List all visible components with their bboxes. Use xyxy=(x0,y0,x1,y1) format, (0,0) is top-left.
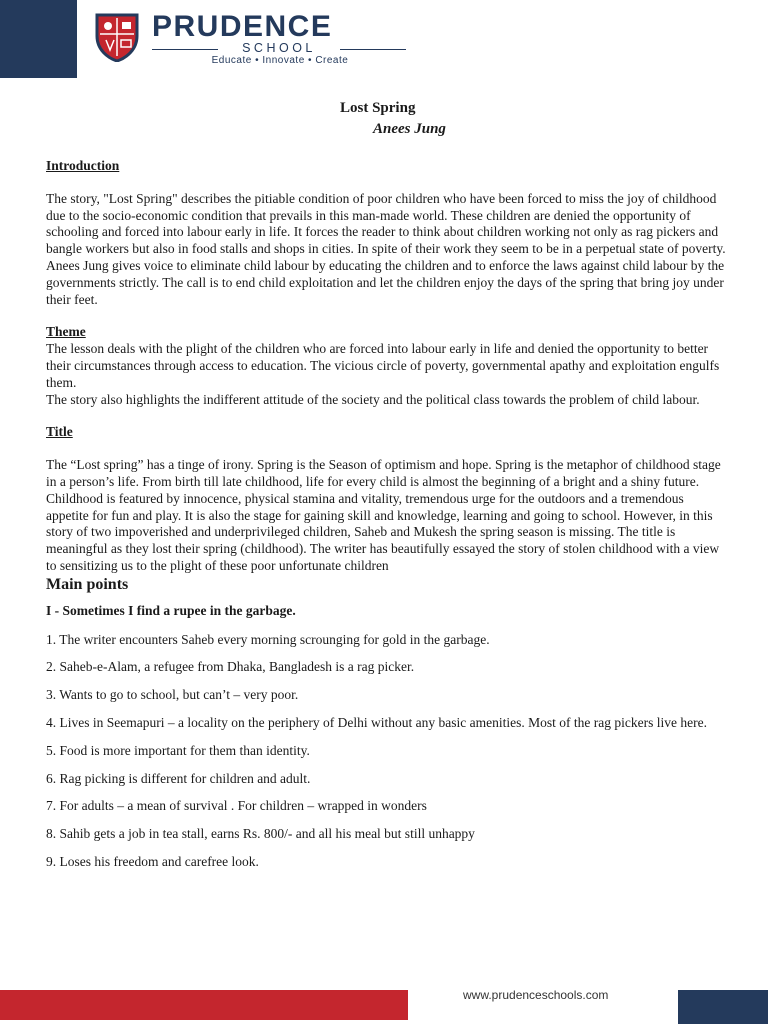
header-corner-block xyxy=(0,0,77,78)
intro-paragraph-2: Anees Jung gives voice to eliminate child labour by educating the children and to enforce the laws against child labour by the governments strictly. The call is to end child exploitation and let the children enjoy the days of the spring that bring joy under their feet. xyxy=(46,257,725,307)
title-paragraph: The “Lost spring” has a tinge of irony. Spring is the Season of optimism and hope. Spring is the metaphor of childhood stage in a person’s life. From birth till late childhood, life for every child is almost the beginning of a bright and a shiny future. Childhood is featured by innocence, physical stamina and vitality, tremendous urge for the outdoors and a tremendous appetite for fun and play. It is also the stage for gaining skill and knowledge, learning and going to school. However, in this story of two impoverished and underprivileged children, Saheb and Mukesh the spring season is missing. The title is meaningful as they lost their spring (childhood). The writer has beautifully essayed the story of stolen childhood with a view to sensitizing us to the plight of these poor unfortunate children xyxy=(46,457,721,573)
footer-red-bar xyxy=(0,990,408,1020)
footer-corner-block xyxy=(678,990,768,1024)
theme-paragraph-2: The story also highlights the indifferent attitude of the society and the political class towards the problem of child labour. xyxy=(46,391,700,407)
main-point-6: 6. Rag picking is different for children and adult. xyxy=(46,770,311,786)
section-1-prefix: I - xyxy=(46,602,63,618)
logo-name: PRUDENCE xyxy=(152,10,333,43)
main-point-7: 7. For adults – a mean of survival . For children – wrapped in wonders xyxy=(46,798,427,814)
document-body xyxy=(46,158,726,882)
main-point-8: 8. Sahib gets a job in tea stall, earns Rs. 800/- and all his meal but still unhappy xyxy=(46,826,475,842)
logo-tagline: Educate • Innovate • Create xyxy=(211,55,349,66)
document-title: Lost Spring xyxy=(340,100,416,116)
document-author: Anees Jung xyxy=(373,121,446,137)
main-point-5: 5. Food is more important for them than identity. xyxy=(46,742,310,758)
theme-heading: Theme xyxy=(46,324,86,340)
main-point-2: 2. Saheb-e-Alam, a refugee from Dhaka, Bangladesh is a rag picker. xyxy=(46,659,415,675)
school-logo xyxy=(94,12,414,70)
section-1-heading xyxy=(46,603,726,620)
main-point-3: 3. Wants to go to school, but can’t – very poor. xyxy=(46,687,299,703)
intro-paragraph-1: The story, "Lost Spring" describes the pitiable condition of poor children who have been forced to miss the joy of childhood due to the socio-economic condition that prevails in this man-made world. These children are denied the opportunity of schooling and forced into labour early in life. It forces the reader to think about children working not only as rag pickers and bangle workers but also in food stalls and shops in cities. In spite of their work they seem to be in a perpetual state of poverty. xyxy=(46,190,726,257)
main-point-1: 1. The writer encounters Saheb every morning scrounging for gold in the garbage. xyxy=(46,631,490,647)
main-point-4: 4. Lives in Seemapuri – a locality on the periphery of Delhi without any basic amenities. Most of the rag pickers live here. xyxy=(46,714,707,730)
intro-heading: Introduction xyxy=(46,158,120,173)
logo-school: SCHOOL xyxy=(152,41,406,55)
footer-website-link[interactable]: www.prudenceschools.com xyxy=(463,988,609,1002)
title-heading: Title xyxy=(46,424,73,440)
main-point-9: 9. Loses his freedom and carefree look. xyxy=(46,853,259,869)
theme-paragraph-1: The lesson deals with the plight of the children who are forced into labour early in life and denied the opportunity to better their circumstances through access to education. The vicious circle of poverty, governmental apathy and exploitation engulfs them. xyxy=(46,341,720,390)
main-points-heading: Main points xyxy=(46,575,129,593)
section-1-title: Sometimes I find a rupee in the garbage. xyxy=(62,602,296,618)
shield-crest-icon xyxy=(94,12,140,62)
